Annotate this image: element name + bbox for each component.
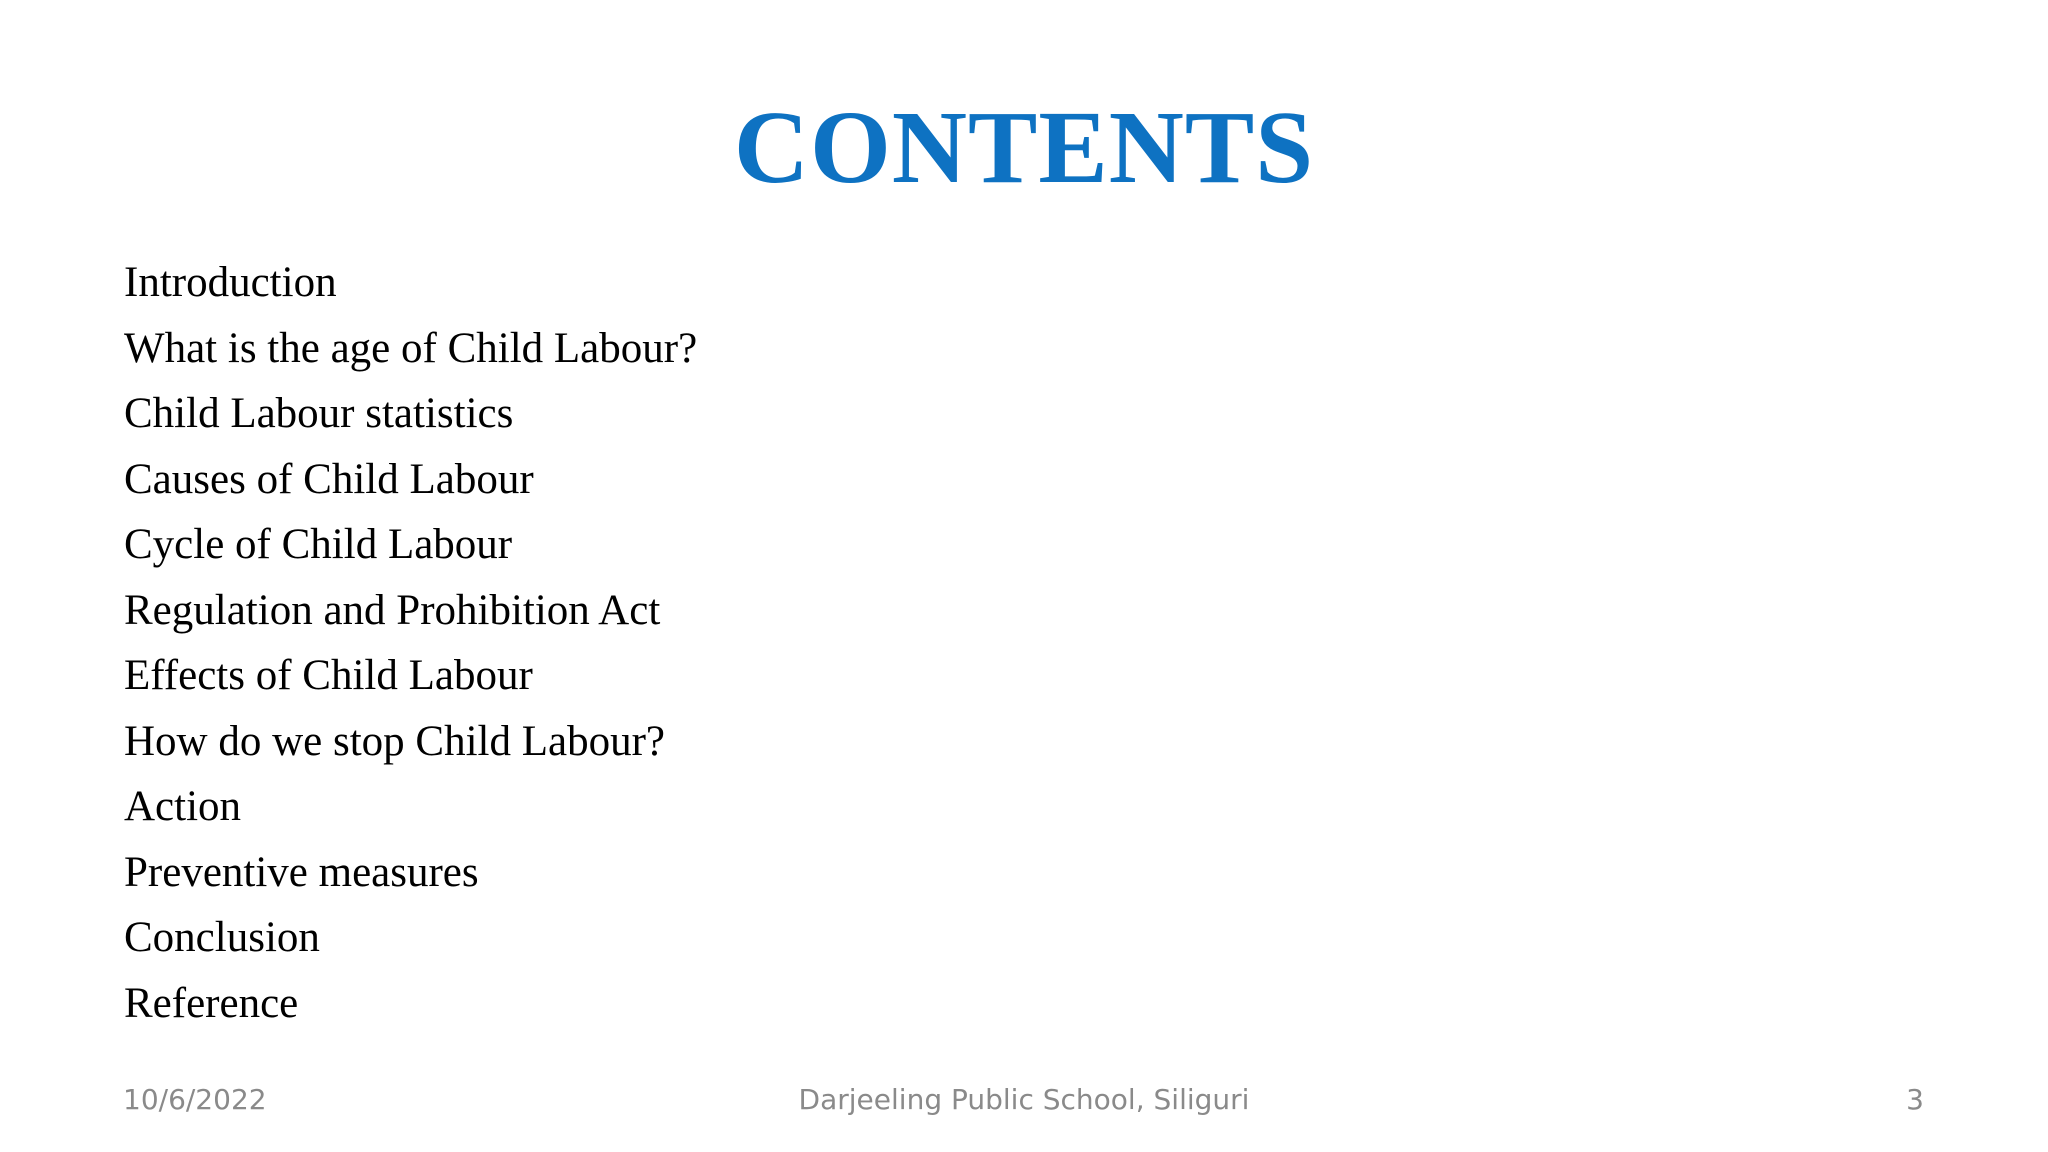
contents-item-action: Action — [124, 783, 242, 830]
contents-list — [124, 250, 697, 1036]
footer-date: 10/6/2022 — [123, 1083, 267, 1116]
contents-item-effects: Effects of Child Labour — [124, 652, 533, 699]
contents-item-age-of-child-labour: What is the age of Child Labour? — [124, 324, 698, 372]
contents-item-preventive-measures: Preventive measures — [124, 848, 479, 896]
footer-page-number: 3 — [1906, 1083, 1924, 1116]
contents-item-conclusion: Conclusion — [124, 914, 320, 961]
slide-title: CONTENTS — [733, 90, 1315, 205]
contents-item-introduction: Introduction — [124, 259, 337, 306]
contents-item-causes: Causes of Child Labour — [124, 455, 534, 503]
contents-item-cycle: Cycle of Child Labour — [124, 521, 513, 568]
contents-item-statistics: Child Labour statistics — [124, 390, 514, 437]
contents-item-regulation-act: Regulation and Prohibition Act — [124, 586, 661, 634]
footer-school-name: Darjeeling Public School, Siliguri — [798, 1083, 1250, 1116]
contents-item-how-to-stop: How do we stop Child Labour? — [124, 717, 666, 765]
contents-item-reference: Reference — [124, 979, 299, 1027]
